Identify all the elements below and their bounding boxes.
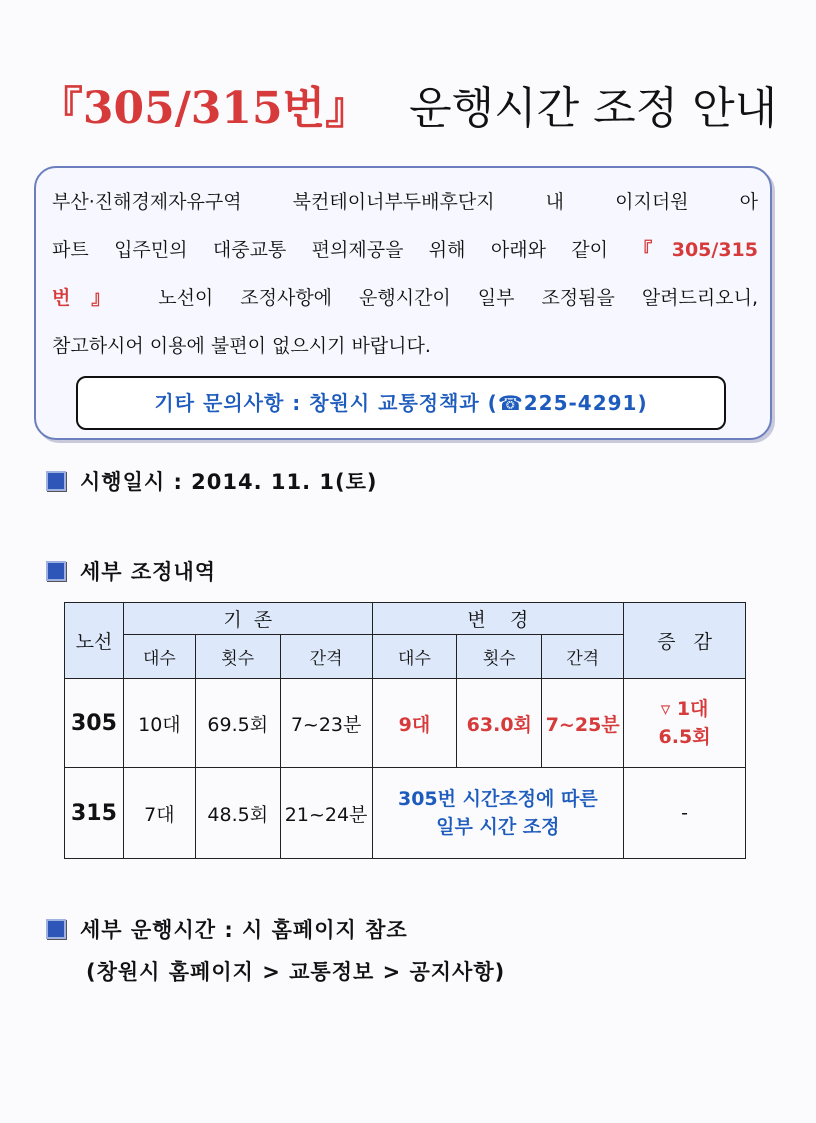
header-col: 간격 xyxy=(280,635,372,679)
route-cell: 315 xyxy=(65,768,124,859)
cell: 21~24분 xyxy=(280,768,372,859)
table-row xyxy=(65,768,746,859)
cell: 7~23분 xyxy=(280,679,372,768)
header-existing: 기 존 xyxy=(123,603,372,635)
title-text: 운행시간 조정 안내 xyxy=(409,83,778,134)
notice-box xyxy=(34,166,772,440)
effective-date: 시행일시 : 2014. 11. 1(토) xyxy=(46,466,378,496)
diff-cell: - xyxy=(624,768,746,859)
notice-paragraph xyxy=(52,178,758,370)
adjustment-table xyxy=(64,602,746,859)
bullet-square-icon xyxy=(46,471,66,491)
change-note-cell: 305번 시간조정에 따른 일부 시간 조정 xyxy=(372,768,624,859)
header-col: 대수 xyxy=(372,635,457,679)
notice-line-3: 번』 노선이 조정사항에 운행시간이 일부 조정됨을 알려드리오니, xyxy=(52,287,758,309)
cell: 7~25분 xyxy=(542,679,624,768)
header-col: 대수 xyxy=(123,635,195,679)
header-changed: 변 경 xyxy=(372,603,624,635)
table-row xyxy=(65,679,746,768)
route-cell: 305 xyxy=(65,679,124,768)
details-heading: 세부 조정내역 xyxy=(46,556,216,586)
header-col: 횟수 xyxy=(457,635,542,679)
header-col: 횟수 xyxy=(195,635,280,679)
contact-info: 기타 문의사항 : 창원시 교통정책과 (☎225-4291) xyxy=(76,376,726,430)
cell: 69.5회 xyxy=(195,679,280,768)
notice-line-4: 참고하시어 이용에 불편이 없으시기 바랍니다. xyxy=(52,335,431,357)
header-diff: 증 감 xyxy=(624,603,746,679)
schedule-path: (창원시 홈페이지 > 교통정보 > 공지사항) xyxy=(86,960,506,984)
cell: 9대 xyxy=(372,679,457,768)
notice-route-highlight: 『305/315 xyxy=(633,239,758,261)
notice-line-2: 파트 입주민의 대중교통 편의제공을 위해 아래와 같이 『305/315 xyxy=(52,239,758,261)
cell: 10대 xyxy=(123,679,195,768)
bullet-square-icon xyxy=(46,561,66,581)
diff-cell: ▿ 1대 6.5회 xyxy=(624,679,746,768)
notice-line-1: 부산·진해경제자유구역 북컨테이너부두배후단지 내 이지더원 아 xyxy=(52,191,758,213)
title-route: 『305/315번』 xyxy=(38,83,370,134)
bullet-square-icon xyxy=(46,919,66,939)
schedule-heading: 세부 운행시간 : 시 홈페이지 참조 xyxy=(46,914,408,944)
header-route: 노선 xyxy=(65,603,124,679)
header-col: 간격 xyxy=(542,635,624,679)
cell: 48.5회 xyxy=(195,768,280,859)
page-title xyxy=(0,72,816,136)
cell: 63.0회 xyxy=(457,679,542,768)
cell: 7대 xyxy=(123,768,195,859)
